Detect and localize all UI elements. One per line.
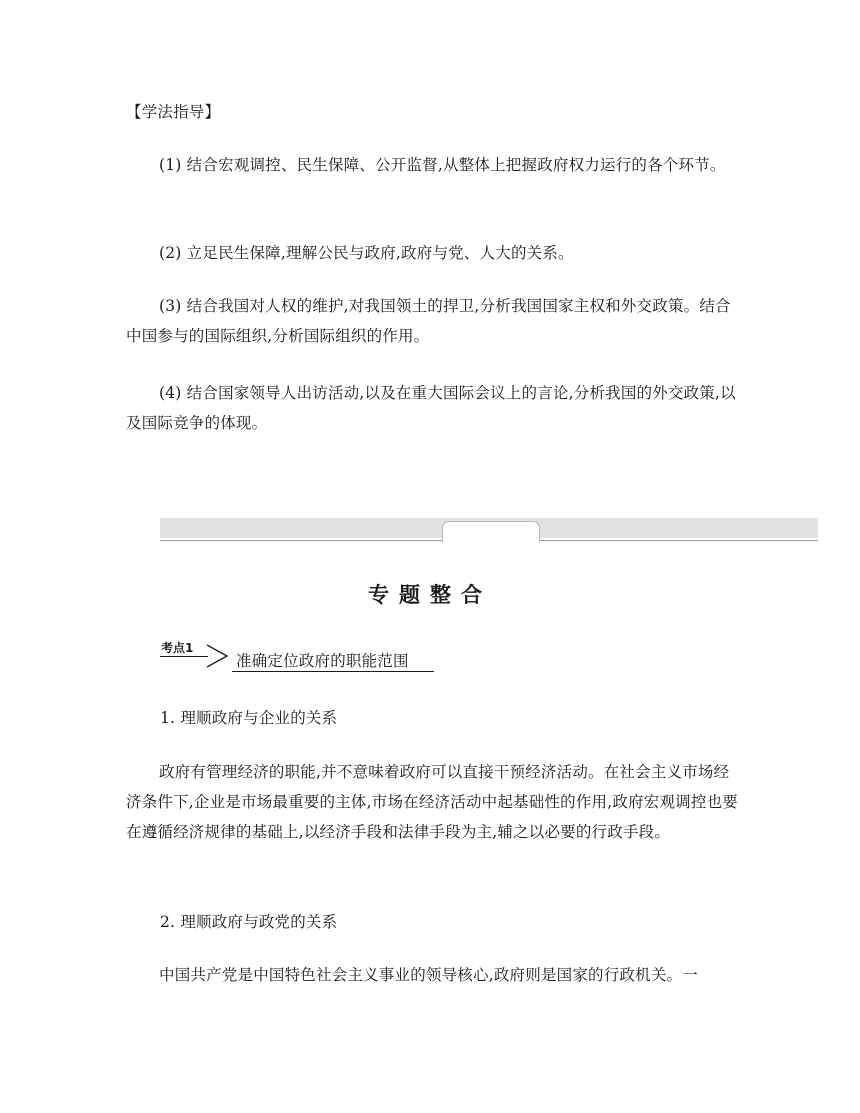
point-2-body: 中国共产党是中国特色社会主义事业的领导核心,政府则是国家的行政机关。一: [159, 966, 698, 984]
section-title: 专题整合: [368, 583, 492, 607]
arrow-right-icon: [204, 643, 230, 669]
kaodian-title-underline: [232, 671, 434, 672]
guide-heading: 【学法指导】: [126, 103, 221, 121]
point-1-heading: 1. 理顺政府与企业的关系: [160, 709, 338, 727]
guide-item-4: (4) 结合国家领导人出访活动,以及在重大国际会议上的言论,分析我国的外交政策,以及国际竞争的体现。: [126, 384, 736, 432]
point-1-body: 政府有管理经济的职能,并不意味着政府可以直接干预经济活动。在社会主义市场经济条件下,企业是市场最重要的主体,市场在经济活动中起基础性的作用,政府宏观调控也要在遵循经济规律的基础上,以经济手段和法律手段为主,辅之以必要的行政手段。: [126, 763, 738, 841]
guide-item-1: (1) 结合宏观调控、民生保障、公开监督,从整体上把握政府权力运行的各个环节。: [159, 156, 726, 174]
guide-item-2: (2) 立足民生保障,理解公民与政府,政府与党、人大的关系。: [159, 244, 574, 262]
kaodian-badge-label: 考点1: [161, 641, 194, 655]
kaodian-badge: [160, 640, 230, 670]
kaodian-badge-underline: [160, 656, 208, 657]
kaodian-title: 准确定位政府的职能范围: [236, 652, 409, 670]
section-divider-tab: [442, 521, 540, 542]
point-2-heading: 2. 理顺政府与政党的关系: [160, 913, 338, 931]
guide-item-3: (3) 结合我国对人权的维护,对我国领土的捍卫,分析我国国家主权和外交政策。结合中国参与的国际组织,分析国际组织的作用。: [126, 297, 731, 345]
